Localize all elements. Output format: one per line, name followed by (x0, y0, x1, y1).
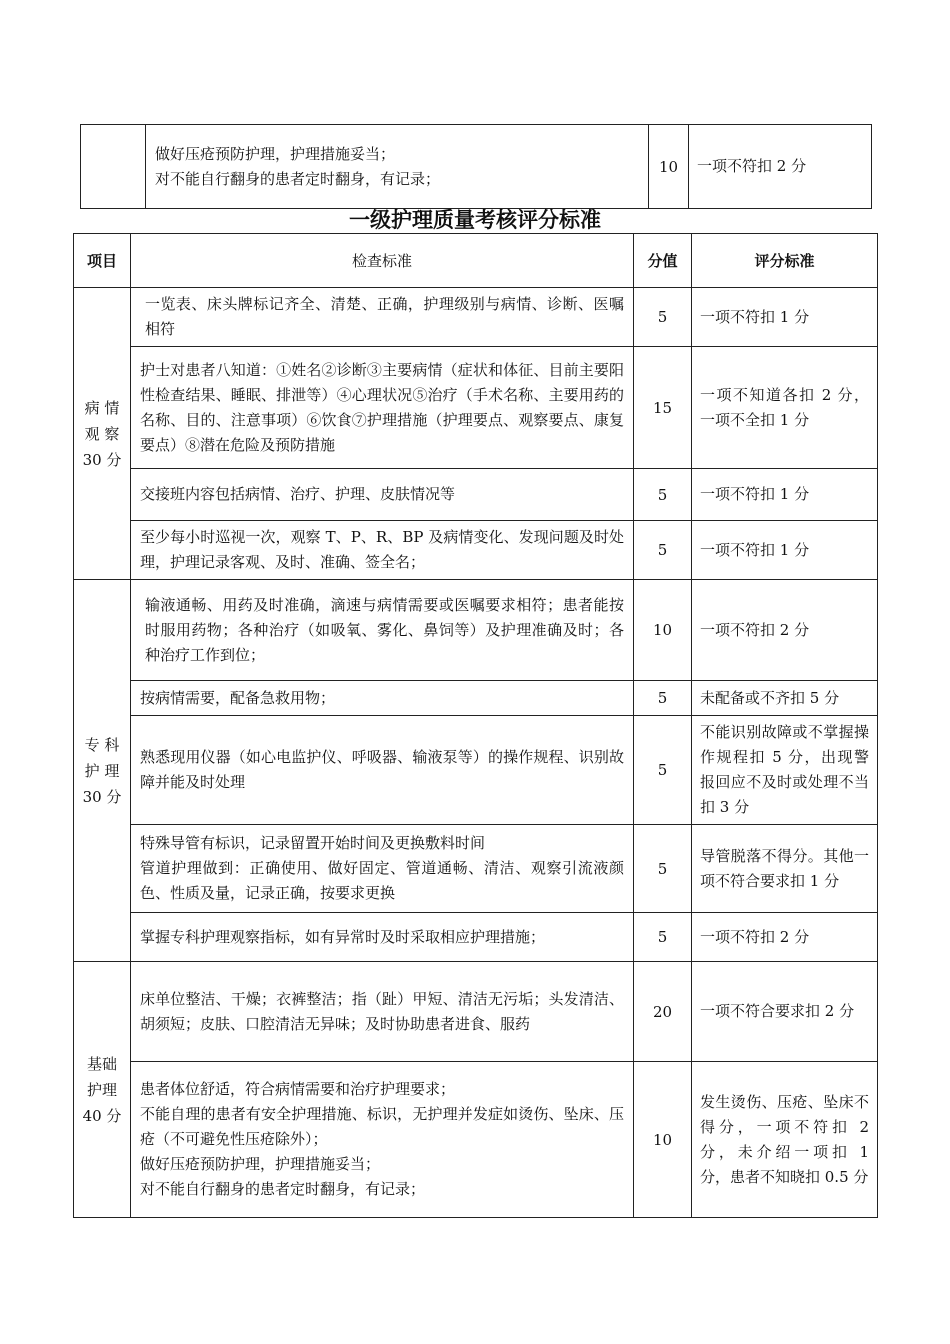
score-cell: 20 (634, 962, 692, 1062)
header-row (74, 234, 878, 288)
score-cell: 5 (634, 469, 692, 521)
rule-cell: 导管脱落不得分。其他一项不符合要求扣 1 分 (692, 825, 878, 913)
score-cell: 10 (649, 125, 689, 209)
standard-cell: 特殊导管有标识，记录留置开始时间及更换敷料时间 管道护理做到：正确使用、做好固定、管道通畅、清洁、观察引流液颜色、性质及量，记录正确，按要求更换 (131, 825, 634, 913)
standard-cell: 输液通畅、用药及时准确，滴速与病情需要或医嘱要求相符；患者能按时服用药物；各种治疗（如吸氧、雾化、鼻饲等）及护理准确及时；各种治疗工作到位； (131, 580, 634, 681)
table-row (74, 521, 878, 580)
table-row (81, 125, 872, 209)
score-cell: 5 (634, 681, 692, 716)
table-row (74, 580, 878, 681)
standard-line: 对不能自行翻身的患者定时翻身，有记录； (155, 169, 441, 188)
score-cell: 5 (634, 288, 692, 347)
standard-cell: 熟悉现用仪器（如心电监护仪、呼吸器、输液泵等）的操作规程、识别故障并能及时处理 (131, 716, 634, 825)
standard-cell: 至少每小时巡视一次，观察 T、P、R、BP 及病情变化、发现问题及时处理，护理记录客观、及时、准确、签全名； (131, 521, 634, 580)
empty-cell (81, 125, 146, 209)
table-row (74, 288, 878, 347)
table-row (74, 681, 878, 716)
score-cell: 5 (634, 913, 692, 962)
rule-cell: 一项不符扣 2 分 (689, 125, 872, 209)
rule-cell: 一项不符扣 1 分 (692, 521, 878, 580)
section-label: 基础 护理 40 分 (74, 962, 131, 1218)
table-row (74, 716, 878, 825)
standard-cell: 按病情需要，配备急救用物； (131, 681, 634, 716)
table-row (74, 962, 878, 1062)
standard-cell (146, 125, 649, 209)
standard-cell: 患者体位舒适，符合病情需要和治疗护理要求； 不能自理的患者有安全护理措施、标识，无护理并发症如烫伤、坠床、压疮（不可避免性压疮除外）； 做好压疮预防护理，护理措施妥当； 对不能自行翻身的患者定时翻身，有记录； (131, 1062, 634, 1218)
table-row (74, 913, 878, 962)
rule-cell: 未配备或不齐扣 5 分 (692, 681, 878, 716)
page-title: 一级护理质量考核评分标准 (349, 208, 601, 232)
rule-cell: 发生烫伤、压疮、坠床不得分，一项不符扣 2 分，未介绍一项扣 1 分，患者不知晓扣 0.5 分 (692, 1062, 878, 1218)
score-cell: 5 (634, 521, 692, 580)
continued-table (80, 124, 872, 209)
score-cell: 5 (634, 825, 692, 913)
standard-cell: 掌握专科护理观察指标，如有异常时及时采取相应护理措施； (131, 913, 634, 962)
table-row (74, 825, 878, 913)
table-row (74, 469, 878, 521)
assessment-table (73, 233, 878, 1218)
header-score: 分值 (634, 234, 692, 288)
standard-cell: 一览表、床头牌标记齐全、清楚、正确，护理级别与病情、诊断、医嘱相符 (131, 288, 634, 347)
table-row (74, 347, 878, 469)
table-row (74, 1062, 878, 1218)
score-cell: 10 (634, 580, 692, 681)
score-cell: 5 (634, 716, 692, 825)
rule-cell: 一项不符合要求扣 2 分 (692, 962, 878, 1062)
section-label: 病 情 观 察 30 分 (74, 288, 131, 580)
rule-cell: 一项不符扣 1 分 (692, 288, 878, 347)
section-label: 专 科 护 理 30 分 (74, 580, 131, 962)
header-rule: 评分标准 (692, 234, 878, 288)
standard-cell: 床单位整洁、干燥；衣裤整洁；指（趾）甲短、清洁无污垢；头发清洁、胡须短；皮肤、口腔清洁无异味；及时协助患者进食、服药 (131, 962, 634, 1062)
rule-cell: 一项不符扣 1 分 (692, 469, 878, 521)
standard-cell: 护士对患者八知道：①姓名②诊断③主要病情（症状和体征、目前主要阳性检查结果、睡眠、排泄等）④心理状况⑤治疗（手术名称、主要用药的名称、目的、注意事项）⑥饮食⑦护理措施（护理要点、观察要点、康复要点）⑧潜在危险及预防措施 (131, 347, 634, 469)
standard-cell: 交接班内容包括病情、治疗、护理、皮肤情况等 (131, 469, 634, 521)
rule-cell: 一项不符扣 2 分 (692, 913, 878, 962)
header-standard: 检查标准 (131, 234, 634, 288)
score-cell: 15 (634, 347, 692, 469)
header-item: 项目 (74, 234, 131, 288)
rule-cell: 不能识别故障或不掌握操作规程扣 5 分，出现警报回应不及时或处理不当扣 3 分 (692, 716, 878, 825)
rule-cell: 一项不符扣 2 分 (692, 580, 878, 681)
score-cell: 10 (634, 1062, 692, 1218)
standard-line: 做好压疮预防护理，护理措施妥当； (155, 144, 396, 163)
rule-cell: 一项不知道各扣 2 分，一项不全扣 1 分 (692, 347, 878, 469)
